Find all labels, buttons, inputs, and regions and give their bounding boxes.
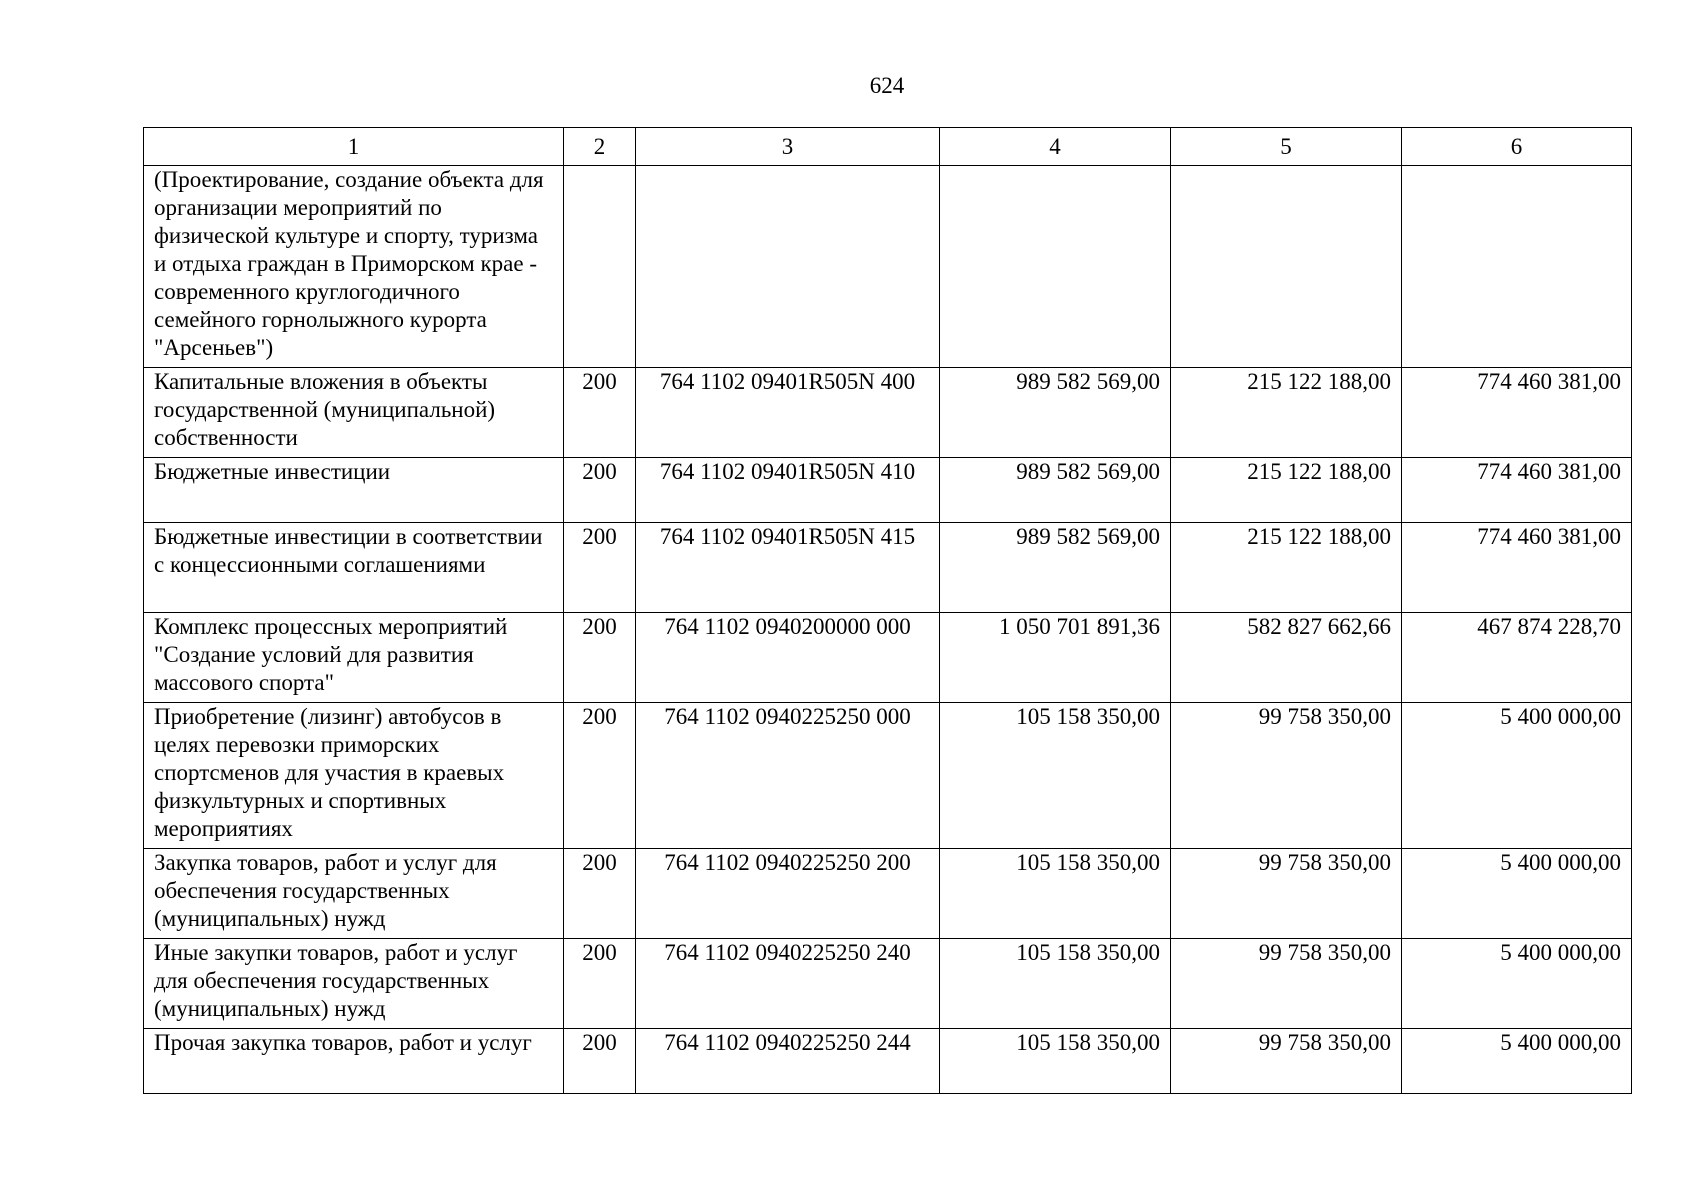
- row-value-4: 105 158 350,00: [940, 849, 1171, 939]
- row-value-5: 215 122 188,00: [1171, 368, 1402, 458]
- row-value-6: 774 460 381,00: [1402, 523, 1632, 613]
- row-col2: 200: [564, 368, 636, 458]
- row-value-5: 99 758 350,00: [1171, 1029, 1402, 1094]
- row-value-5: 99 758 350,00: [1171, 939, 1402, 1029]
- row-name: Иные закупки товаров, работ и услуг для обеспечения государственных (муниципальных) нужд: [144, 939, 564, 1029]
- row-col2: 200: [564, 939, 636, 1029]
- row-name: Бюджетные инвестиции в соответствии с концессионными соглашениями: [144, 523, 564, 613]
- row-code: 764 1102 0940225250 240: [636, 939, 940, 1029]
- row-col2: 200: [564, 1029, 636, 1094]
- row-name: Комплекс процессных мероприятий "Создание условий для развития массового спорта": [144, 613, 564, 703]
- row-value-5: 582 827 662,66: [1171, 613, 1402, 703]
- row-value-6: 5 400 000,00: [1402, 939, 1632, 1029]
- row-col2: 200: [564, 703, 636, 849]
- row-value-4: 105 158 350,00: [940, 703, 1171, 849]
- row-value-6: 5 400 000,00: [1402, 849, 1632, 939]
- column-header-4: 4: [940, 128, 1171, 166]
- row-col2: [564, 166, 636, 368]
- row-code: 764 1102 0940225250 244: [636, 1029, 940, 1094]
- table-row: [144, 166, 1632, 368]
- row-value-6: 774 460 381,00: [1402, 458, 1632, 523]
- row-value-4: 989 582 569,00: [940, 368, 1171, 458]
- row-value-5: 215 122 188,00: [1171, 458, 1402, 523]
- row-value-6: 5 400 000,00: [1402, 703, 1632, 849]
- row-value-4: [940, 166, 1171, 368]
- row-value-5: [1171, 166, 1402, 368]
- row-name: (Проектирование, создание объекта для организации мероприятий по физической культуре и спорту, туризма и отдыха граждан в Приморском крае - современного круглогодичного семейного горнолыжного курорта "Арсеньев"): [144, 166, 564, 368]
- budget-table: [143, 127, 1632, 1094]
- row-value-6: [1402, 166, 1632, 368]
- row-value-4: 989 582 569,00: [940, 523, 1171, 613]
- row-code: 764 1102 09401R505N 415: [636, 523, 940, 613]
- row-value-5: 99 758 350,00: [1171, 849, 1402, 939]
- page-number: 624: [869, 73, 905, 98]
- row-col2: 200: [564, 523, 636, 613]
- table-row: [144, 523, 1632, 613]
- row-value-5: 99 758 350,00: [1171, 703, 1402, 849]
- table-row: [144, 849, 1632, 939]
- row-col2: 200: [564, 613, 636, 703]
- column-header-3: 3: [636, 128, 940, 166]
- column-header-5: 5: [1171, 128, 1402, 166]
- table-row: [144, 1029, 1632, 1094]
- table-row: [144, 939, 1632, 1029]
- column-header-6: 6: [1402, 128, 1632, 166]
- row-name: Капитальные вложения в объекты государственной (муниципальной) собственности: [144, 368, 564, 458]
- row-value-4: 105 158 350,00: [940, 1029, 1171, 1094]
- table-row: [144, 368, 1632, 458]
- row-name: Закупка товаров, работ и услуг для обеспечения государственных (муниципальных) нужд: [144, 849, 564, 939]
- row-name: Бюджетные инвестиции: [144, 458, 564, 523]
- row-code: 764 1102 0940225250 200: [636, 849, 940, 939]
- row-value-4: 105 158 350,00: [940, 939, 1171, 1029]
- row-value-6: 467 874 228,70: [1402, 613, 1632, 703]
- row-value-4: 1 050 701 891,36: [940, 613, 1171, 703]
- row-value-6: 5 400 000,00: [1402, 1029, 1632, 1094]
- table-row: [144, 613, 1632, 703]
- row-code: 764 1102 09401R505N 400: [636, 368, 940, 458]
- row-value-6: 774 460 381,00: [1402, 368, 1632, 458]
- column-header-2: 2: [564, 128, 636, 166]
- row-value-4: 989 582 569,00: [940, 458, 1171, 523]
- table-row: [144, 703, 1632, 849]
- table-row: [144, 458, 1632, 523]
- row-code: 764 1102 09401R505N 410: [636, 458, 940, 523]
- row-col2: 200: [564, 458, 636, 523]
- row-code: [636, 166, 940, 368]
- row-value-5: 215 122 188,00: [1171, 523, 1402, 613]
- row-code: 764 1102 0940200000 000: [636, 613, 940, 703]
- header-row: [144, 128, 1632, 166]
- column-header-1: 1: [144, 128, 564, 166]
- row-col2: 200: [564, 849, 636, 939]
- row-name: Прочая закупка товаров, работ и услуг: [144, 1029, 564, 1094]
- row-code: 764 1102 0940225250 000: [636, 703, 940, 849]
- row-name: Приобретение (лизинг) автобусов в целях перевозки приморских спортсменов для участия в краевых физкультурных и спортивных мероприятиях: [144, 703, 564, 849]
